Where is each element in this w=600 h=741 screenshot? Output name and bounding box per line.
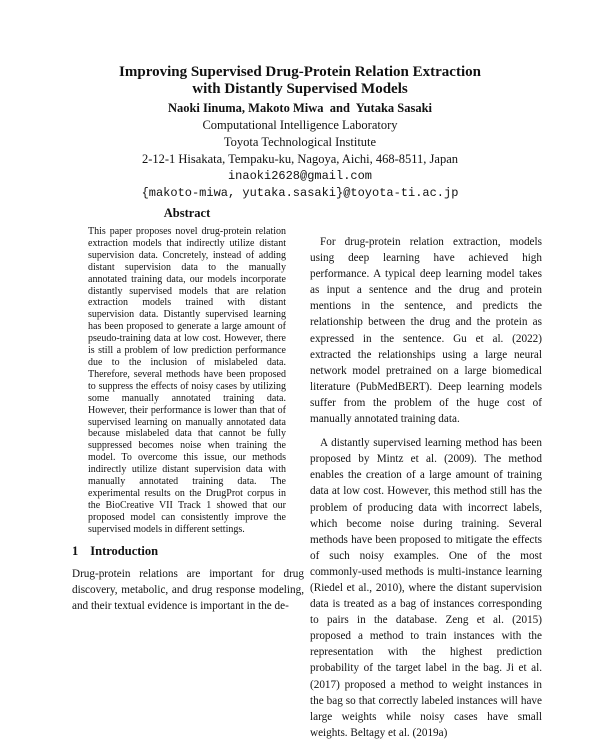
abstract-body	[88, 226, 286, 536]
abstract-heading: Abstract	[163, 206, 211, 220]
affiliation-institute: Toyota Technological Institute	[223, 135, 377, 149]
right-paragraph-2: A distantly supervised learning method has been proposed by Mintz et al. (2009). The method enables the creation of a large amount of training data at low cost. However, this method still has the problem of producing data with incorrect labels, which become noise during training. Several methods have been proposed to mitigate the effects of such noisy examples. One of the most commonly-used methods is multi-instance learning (Riedel et al., 2010), where the distant supervision data is treated as a bag of instances corresponding to pairs in the database. Zeng et al. (2015) proposed a method to train instances with the representation with the highest prediction probability of the target label in the bag. Ji et al. (2017) proposed a method to weight instances in the bag so that correctly labeled instances will have large weights while noisy cases have small weights. Beltagy et al. (2019a)	[310, 437, 542, 739]
right-paragraph-1: For drug-protein relation extraction, models using deep learning have achieved high performance. A typical deep learning model takes as input a sentence and the drug and protein mentions in the sentence, and predicts the relationship between the drug and the protein as expressed in the sentence. Gu et al. (2022) extracted the relationships using a large neural network model pretrained on a large biomedical literature (PubMedBERT). Deep learning models suffer from the problem of the huge cost of manually annotated training data.	[310, 236, 542, 426]
title-line-2: with Distantly Supervised Models	[192, 81, 408, 97]
section-number: 1	[72, 544, 79, 558]
right-column	[310, 234, 542, 739]
paper-title	[0, 64, 600, 98]
email-primary: inaoki2628@gmail.com	[227, 169, 373, 183]
introduction-text: Drug-protein relations are important for drug discovery, metabolic, and drug response modeling, and their textual evidence is important in the de-	[72, 568, 304, 612]
section-title: Introduction	[90, 544, 159, 558]
affiliation-address: 2-12-1 Hisakata, Tempaku-ku, Nagoya, Aichi, 468-8511, Japan	[141, 152, 459, 166]
email-secondary: {makoto-miwa, yutaka.sasaki}@toyota-ti.ac.jp	[141, 186, 459, 200]
author-block	[0, 100, 600, 202]
introduction-body	[72, 566, 304, 614]
affiliation-lab: Computational Intelligence Laboratory	[202, 118, 398, 132]
title-line-1: Improving Supervised Drug-Protein Relation Extraction	[119, 64, 481, 80]
section-heading-introduction	[72, 544, 158, 559]
author-names: Naoki Iinuma, Makoto Miwa and Yutaka Sasaki	[167, 101, 433, 115]
abstract-text: This paper proposes novel drug-protein relation extraction models that indirectly utilize distant supervision data. Concretely, instead of adding distant supervision data to the manually annotated training data, our models incorporate distantly supervised models that are relation extraction models trained with distant supervision data. Distantly supervised learning has been proposed to generate a large amount of pseudo-training data at low cost. However, there is still a problem of low prediction performance due to the inclusion of mislabeled data. Therefore, several methods have been proposed to suppress the effects of noisy cases by utilizing some manually annotated training data. However, their performance is lower than that of supervised learning on manually annotated data because mislabeled data that cannot be fully suppressed becomes noise when training the model. To overcome this issue, our methods indirectly utilize distant supervision data with manually annotated training data. The experimental results on the DrugProt corpus in the BioCreative VII Track 1 showed that our proposed model can consistently improve the supervised models in different settings.	[88, 226, 286, 535]
